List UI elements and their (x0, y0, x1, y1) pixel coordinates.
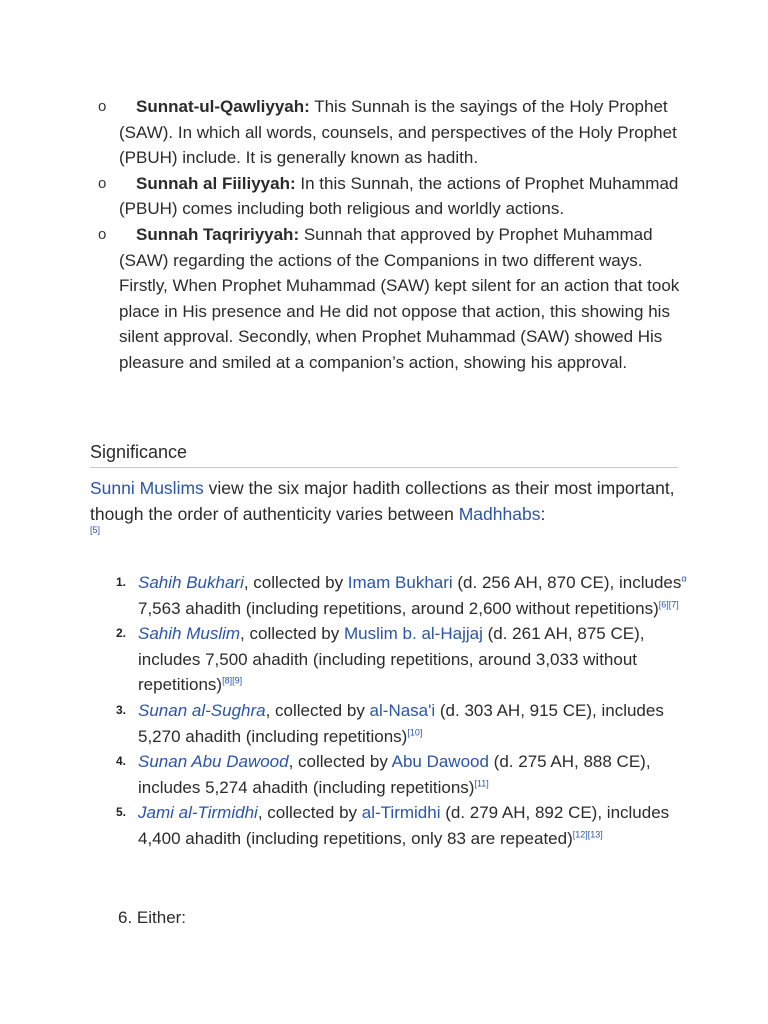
citation-link[interactable]: [6][7] (658, 598, 679, 609)
item-text: , collected by (288, 752, 392, 772)
sunni-muslims-link[interactable]: Sunni Muslims (90, 478, 204, 498)
item-text: 7,563 ahadith (including repetitions, around 2,600 without repetitions) (138, 598, 659, 618)
citation-link[interactable]: [12][13] (572, 829, 603, 840)
collection-title-link[interactable]: Sunan al-Sughra (138, 700, 266, 720)
item-text: (d. 256 AH, 870 CE), includes (452, 573, 682, 592)
item-text: , collected by (243, 573, 348, 592)
list-item-either: 6. Either: (118, 908, 187, 927)
item-text: , collected by (265, 700, 370, 720)
list-item (116, 698, 696, 749)
list-item (116, 621, 696, 698)
collection-title-link[interactable]: Sahih Muslim (138, 624, 241, 644)
citation-link[interactable]: [11] (474, 778, 489, 789)
sunnah-description: This Sunnah is the sayings of the Holy Prophet (SAW). In which all words, counsels, and perspectives of the Holy Prophet (PBUH) include. It is generally known as hadith. (119, 97, 677, 168)
author-link[interactable]: Imam Bukhari (347, 573, 453, 592)
collection-title-link[interactable]: Jami al-Tirmidhi (138, 803, 258, 823)
item-number: 1. (116, 575, 127, 589)
item-text: (d. 261 AH, 875 CE), includes 7,500 ahadith (including repetitions, around 3,033 without repetitions) (138, 624, 645, 695)
list-item (90, 94, 690, 171)
section-heading: Significance (90, 440, 678, 468)
collection-title-link[interactable]: Sunan Abu Dawood (138, 752, 289, 772)
list-item (116, 800, 696, 851)
list-item (90, 222, 690, 376)
bullet-marker: o (98, 98, 107, 115)
item-number: 5. (116, 805, 127, 820)
intro-paragraph (90, 476, 690, 536)
note-marker[interactable]: α (681, 573, 687, 584)
bullet-marker: o (98, 174, 107, 192)
item-text: (d. 275 AH, 888 CE), includes 5,274 ahadith (including repetitions) (138, 752, 651, 797)
sunnah-term: Sunnat-ul-Qawliyyah: (136, 97, 310, 116)
item-text: , collected by (240, 624, 344, 644)
item-number: 4. (116, 754, 127, 769)
sunnah-term: Sunnah Taqririyyah: (136, 224, 300, 244)
sunnah-types-list (90, 94, 690, 376)
collection-title-link[interactable]: Sahih Bukhari (138, 573, 244, 592)
sunnah-term: Sunnah al Fiiliyyah: (136, 173, 296, 193)
hadith-collections-list (116, 570, 696, 852)
author-link[interactable]: al-Nasa'i (369, 700, 436, 720)
sunnah-description: In this Sunnah, the actions of Prophet Muhammad (PBUH) comes including both religious and worldly actions. (119, 173, 679, 219)
list-item (116, 570, 696, 621)
sunnah-description: Sunnah that approved by Prophet Muhammad (SAW) regarding the actions of the Companions in two different ways. Firstly, When Prophet Muhammad (SAW) kept silent for an action that took place in His presence and He did not oppose that action, this showing his silent approval. Secondly, when Prophet Muhammad (SAW) showed His pleasure and smiled at a companion’s action, showing his approval. (119, 224, 680, 372)
author-link[interactable]: al-Tirmidhi (361, 803, 441, 823)
item-text: (d. 303 AH, 915 CE), includes 5,270 ahadith (including repetitions) (138, 700, 664, 746)
citation-link[interactable]: [8][9] (222, 675, 243, 686)
intro-colon: : (540, 503, 546, 524)
item-text: , collected by (257, 803, 362, 823)
author-link[interactable]: Abu Dawood (391, 752, 489, 772)
list-item (116, 749, 696, 800)
item-number: 2. (116, 626, 127, 641)
madhhabs-link[interactable]: Madhhabs (458, 503, 541, 524)
author-link[interactable]: Muslim b. al-Hajjaj (344, 624, 483, 644)
bullet-marker: o (98, 225, 107, 243)
citation-link[interactable]: [5] (90, 525, 101, 535)
citation-link[interactable]: [10] (407, 726, 423, 737)
item-text: (d. 279 AH, 892 CE), includes 4,400 ahadith (including repetitions, only 83 are repeated) (138, 803, 670, 848)
list-item (90, 171, 690, 222)
item-number: 3. (116, 702, 127, 717)
intro-text: view the six major hadith collections as their most important, though the order of authenticity varies between (90, 478, 675, 524)
